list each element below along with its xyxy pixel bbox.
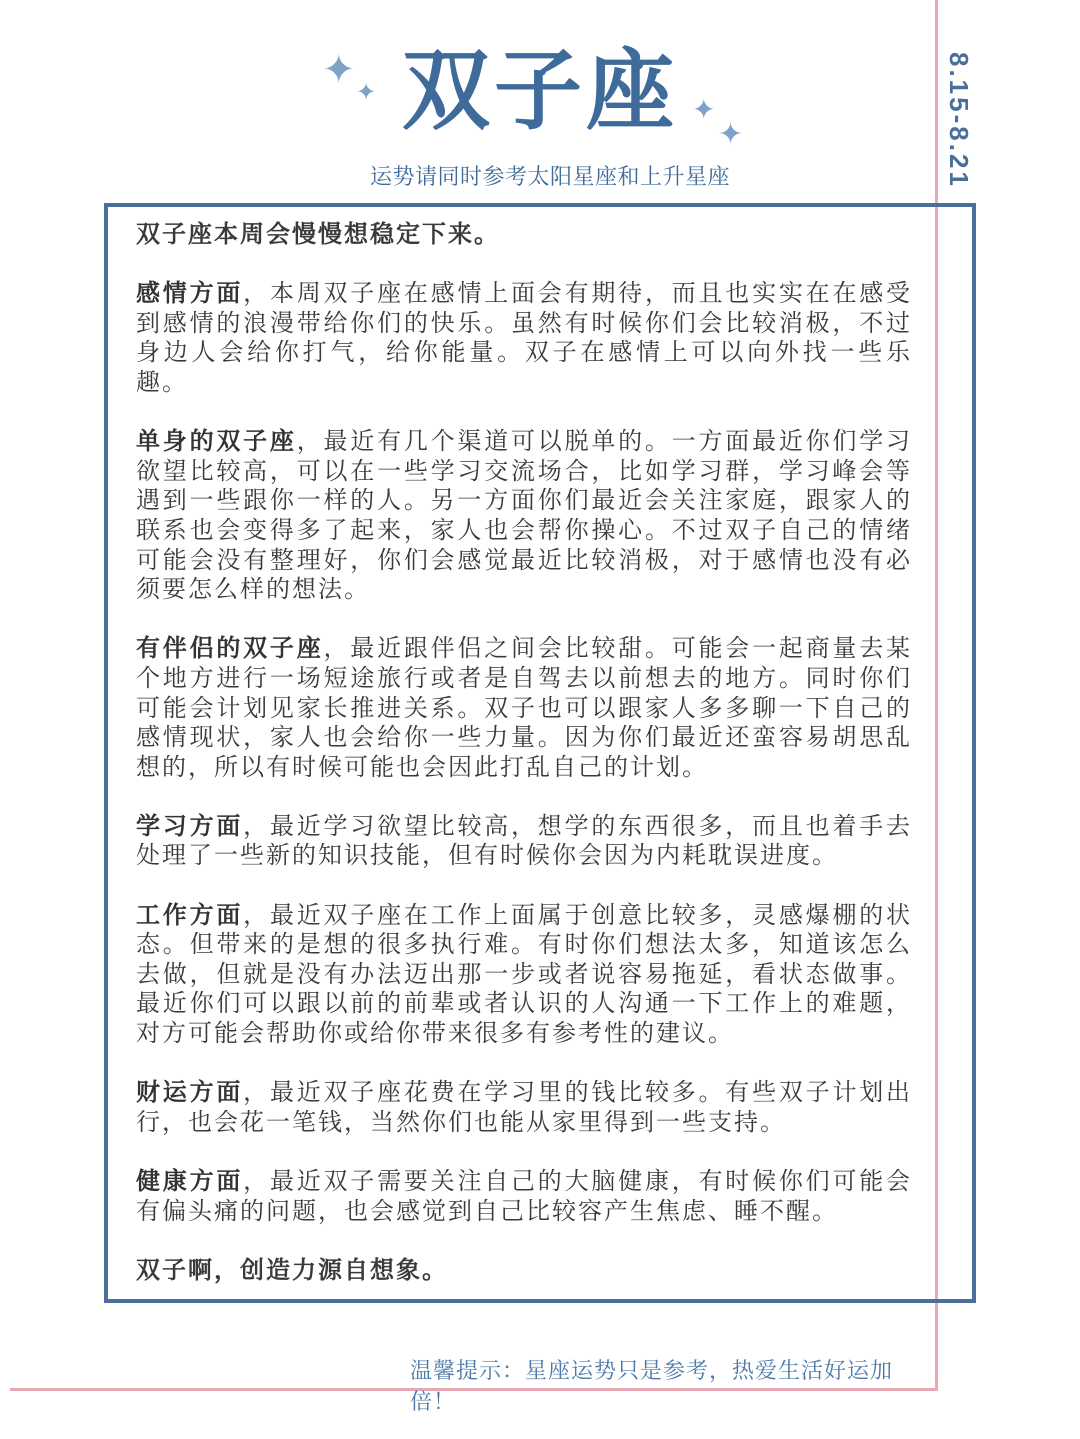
section-text: ，最近双子需要关注自己的大脑健康，有时候你们可能会有偏头痛的问题，也会感觉到自己比较容产生焦虑、睡不醒。	[136, 1167, 913, 1225]
section-text: ，最近有几个渠道可以脱单的。一方面最近你们学习欲望比较高，可以在一些学习交流场合，比如学习群，学习峰会等遇到一些跟你一样的人。另一方面你们最近会关注家庭，跟家人的联系也会变得多了起来，家人也会帮你操心。不过双子自己的情绪可能会没有整理好，你们会感觉最近比较消极，对于感情也没有必须要怎么样的想法。	[136, 427, 913, 604]
section-study	[136, 812, 912, 871]
section-text: ，本周双子座在感情上面会有期待，而且也实实在在感受到感情的浪漫带给你们的快乐。虽然有时候你们会比较消极，不过身边人会给你打气，给你能量。双子在感情上可以向外找一些乐趣。	[136, 279, 913, 396]
footer-tip: 温馨提示：星座运势只是参考，热爱生活好运加倍！	[410, 1359, 894, 1415]
section-heading: 单身的双子座	[136, 427, 297, 456]
intro-line: 双子座本周会慢慢想稳定下来。	[136, 220, 500, 248]
horoscope-content	[136, 220, 912, 1315]
section-wealth	[136, 1078, 912, 1137]
section-heading: 健康方面	[136, 1167, 244, 1195]
sparkle-icon: ✦	[718, 117, 744, 152]
sparkle-icon: ✦	[322, 47, 356, 93]
section-text: ，最近双子座在工作上面属于创意比较多，灵感爆棚的状态。但带来的是想的很多执行难。有时你们想法太多，知道该怎么去做，但就是没有办法迈出那一步或者说容易拖延，看状态做事。最近你们可以跟以前的前辈或者认识的人沟通一下工作上的难题，对方可能会帮助你或给你带来很多有参考性的建议。	[136, 900, 913, 1048]
section-text: ，最近双子座花费在学习里的钱比较多。有些双子计划出行，也会花一笔钱，当然你们也能从家里得到一些支持。	[136, 1078, 913, 1136]
section-single	[136, 427, 912, 605]
section-text: ，最近学习欲望比较高，想学的东西很多，而且也着手去处理了一些新的知识技能，但有时候你会因为内耗耽误进度。	[136, 811, 913, 870]
sparkle-icon: ✦	[692, 93, 716, 126]
section-text: ，最近跟伴侣之间会比较甜。可能会一起商量去某个地方进行一场短途旅行或者是自驾去以前想去的地方。同时你们可能会计划见家长推进关系。双子也可以跟家人多多聊一下自己的感情现状，家人也会给你一些力量。因为你们最近还蛮容易胡思乱想的，所以有时候可能也会因此打乱自己的计划。	[136, 634, 912, 781]
section-health	[136, 1167, 912, 1226]
section-heading: 工作方面	[136, 900, 244, 929]
page-subtitle: 运势请同时参考太阳星座和上升星座	[369, 165, 730, 190]
closing-line: 双子啊，创造力源自想象。	[136, 1255, 448, 1284]
page-title: 双子座	[401, 39, 678, 142]
sparkle-icon: ✦	[356, 78, 377, 106]
section-love	[136, 279, 912, 397]
section-heading: 财运方面	[136, 1078, 244, 1107]
section-work	[136, 901, 912, 1049]
date-range: 8.15-8.21	[944, 52, 974, 189]
section-heading: 学习方面	[136, 811, 244, 840]
section-heading: 有伴侣的双子座	[136, 634, 324, 663]
section-couple	[136, 634, 912, 782]
section-heading: 感情方面	[136, 279, 244, 308]
